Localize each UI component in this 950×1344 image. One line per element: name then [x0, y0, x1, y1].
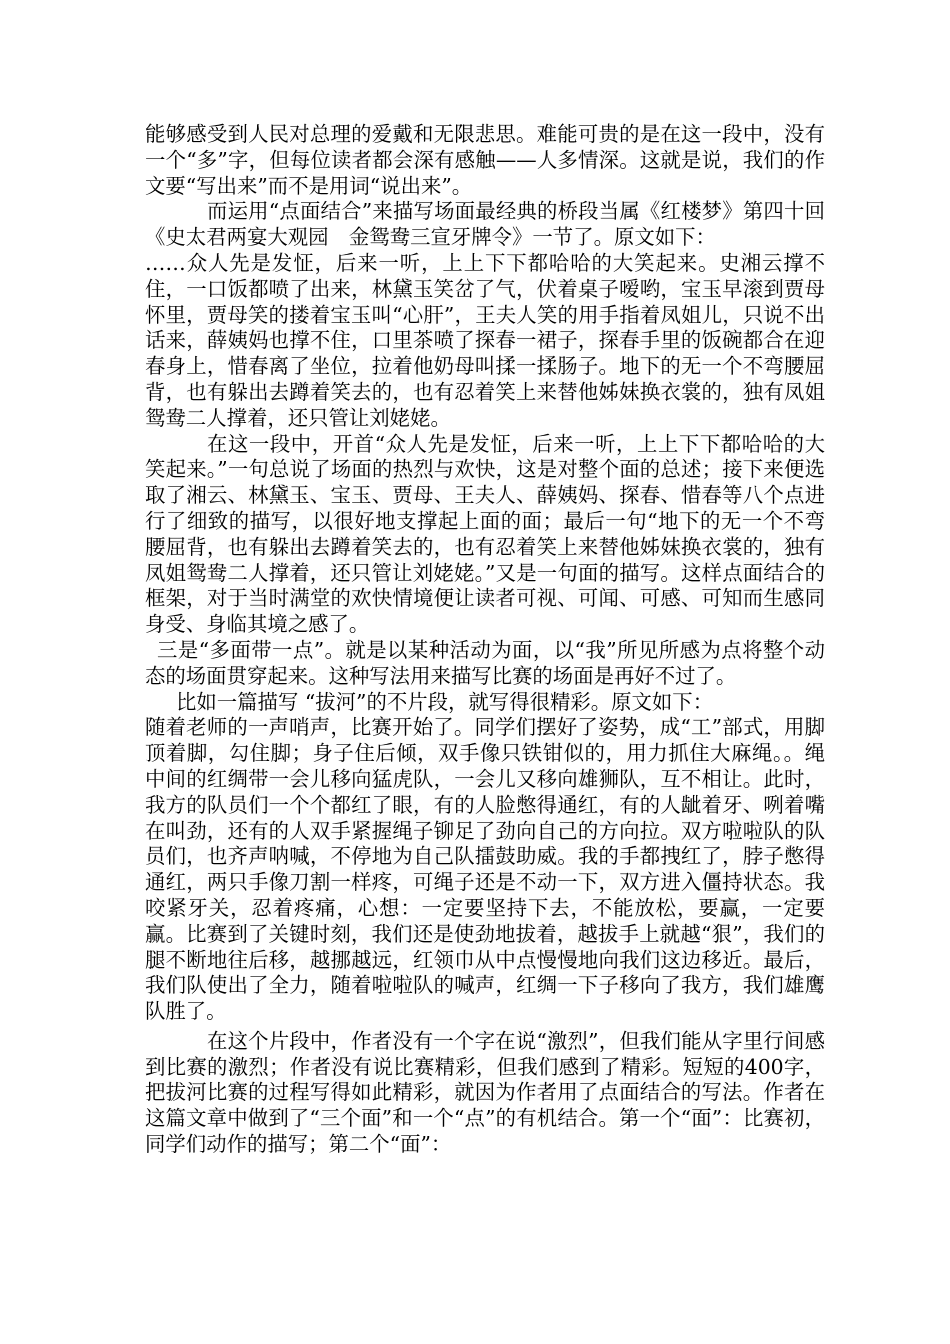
- paragraph-tug-of-war-intro: 比如一篇描写 “拔河”的不片段，就写得很精彩。原文如下：: [176, 689, 714, 714]
- paragraph-hongloumeng-intro: 而运用“点面结合”来描写场面最经典的桥段当属《红楼梦》第四十回《史太君两宴大观园 金鸳鸯三宣牙牌令》一节了。原文如下：: [145, 199, 825, 250]
- paragraph-quote-tug-of-war: 随着老师的一声哨声，比赛开始了。同学们摆好了姿势，成“工”部式，用脚顶着脚，勾住脚；身子住后倾，双手像只铁钳似的，用力抓住大麻绳。。绳中间的红绸带一会儿移向猛虎队，一会儿又移向雄狮队，互不相让。此时，我方的队员们一个个都红了眼，有的人脸憋得通红，有的人龇着牙、咧着嘴在叫劲，还有的人双手紧握绳子铆足了劲向自己的方向拉。双方啦啦队的队员们，也齐声呐喊，不停地为自己队擂鼓助威。我的手都拽红了，脖子憋得通红，两只手像刀割一样疼，可绳子还是不动一下，双方进入僵持状态。我咬紧牙关，忍着疼痛，心想：一定要坚持下去，不能放松，要赢，一定要赢。比赛到了关键时刻，我们还是使劲地拔着，越拔手上就越“狠”，我们的腿不断地往后移，越挪越远，红领巾从中点慢慢地向我们这边移近。最后，我们队使出了全力，随着啦啦队的喊声，红绸一下子移向了我方，我们雄鹰队胜了。: [145, 715, 825, 1024]
- paragraph-intro: 能够感受到人民对总理的爱戴和无限悲思。难能可贵的是在这一段中，没有一个“多”字，但每位读者都会深有感触——人多情深。这就是说，我们的作文要“写出来”而不是用词“说出来”。: [145, 122, 825, 198]
- paragraph-analysis-tug-of-war: 在这个片段中，作者没有一个字在说“激烈”，但我们能从字里行间感到比赛的激烈；作者没有说比赛精彩，但我们感到了精彩。短短的400字，把拔河比赛的过程写得如此精彩，就因为作者用了点面结合的写法。作者在这篇文章中做到了“三个面”和一个“点”的有机结合。第一个“面”：比赛初，同学们动作的描写；第二个“面”：: [145, 1028, 825, 1157]
- paragraph-analysis-hongloumeng: 在这一段中，开首“众人先是发怔，后来一听，上上下下都哈哈的大笑起来。”一句总说了场面的热烈与欢快，这是对整个面的总述；接下来便选取了湘云、林黛玉、宝玉、贾母、王夫人、薛姨妈、探春、惜春等八个点进行了细致的描写，以很好地支撑起上面的面；最后一句“地下的无一个不弯腰屈背，也有躲出去蹲着笑去的，也有忍着笑上来替他姊妹换衣裳的，独有凤姐鸳鸯二人撑着，还只管让刘姥姥。”又是一句面的描写。这样点面结合的框架，对于当时满堂的欢快情境便让读者可视、可闻、可感、可知而生感同身受、身临其境之感了。: [145, 431, 825, 637]
- paragraph-method-three: 三是“多面带一点”。就是以某种活动为面，以“我”所见所感为点将整个动态的场面贯穿起来。这种写法用来描写比赛的场面是再好不过了。: [145, 637, 825, 688]
- paragraph-quote-hongloumeng: ……众人先是发怔，后来一听，上上下下都哈哈的大笑起来。史湘云撑不住，一口饭都喷了出来，林黛玉笑岔了气，伏着桌子嗳哟，宝玉早滚到贾母怀里，贾母笑的搂着宝玉叫“心肝”，王夫人笑的用手指着凤姐儿，只说不出话来，薛姨妈也撑不住，口里茶喷了探春一裙子，探春手里的饭碗都合在迎春身上，惜春离了坐位，拉着他奶母叫揉一揉肠子。地下的无一个不弯腰屈背，也有躲出去蹲着笑去的，也有忍着笑上来替他姊妹换衣裳的，独有凤姐鸳鸯二人撑着，还只管让刘姥姥。: [145, 250, 825, 430]
- document-page: [145, 122, 825, 1158]
